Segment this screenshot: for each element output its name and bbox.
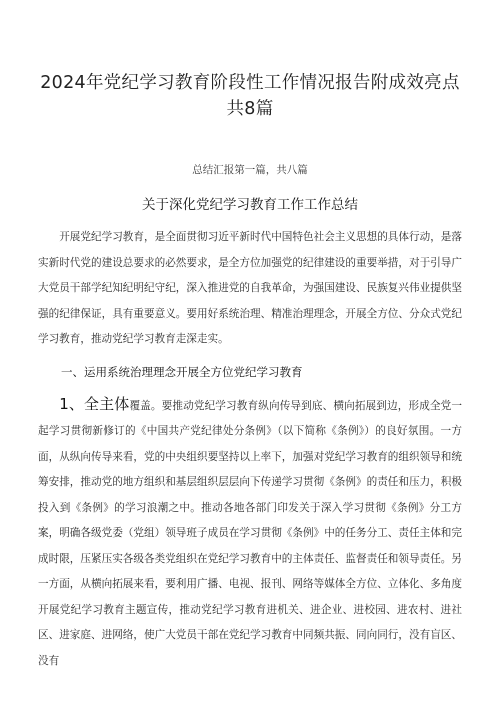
document-subtitle: 总结汇报第一篇，共八篇 xyxy=(192,164,308,176)
item-paragraph xyxy=(38,392,462,675)
section-heading: 一、运用系统治理理念开展全方位党纪学习教育 xyxy=(61,364,303,379)
document-heading: 关于深化党纪学习教育工作工作总结 xyxy=(142,197,358,213)
intro-paragraph: 开展党纪学习教育，是全面贯彻习近平新时代中国特色社会主义思想的具体行动，是落实新时代党的建设总要求的必然要求，是全方位加强党的纪律建设的重要举措，对于引导广大党员干部学纪知纪明纪守纪，深入推进党的自我革命，为强国建设、民族复兴伟业提供坚强的纪律保证，具有重要意义。要用好系统治理、精准治理理念，开展全方位、分众式党纪学习教育，推动党纪学习教育走深走实。 xyxy=(38,231,462,345)
item-label: 1、全主体 xyxy=(59,394,130,413)
document-title: 2024年党纪学习教育阶段性工作情况报告附成效亮点共8篇 xyxy=(40,73,460,119)
item-text: 覆盖。要推动党纪学习教育纵向传导到底、横向拓展到边，形成全党一起学习贯彻新修订的《中国共产党纪律处分条例》（以下简称《条例》）的良好氛围。一方面，从纵向传导来看，党的中央组织要坚持以上率下，加强对党纪学习教育的组织领导和统筹安排，推动党的地方组织和基层组织层层向下传递学习贯彻《条例》的责任和压力，积极投入到《条例》的学习浪潮之中。推动各地各部门印发关于深入学习贯彻《条例》分工方案，明确各级党委（党组）领导班子成员在学习贯彻《条例》中的任务分工、责任主体和完成时限，压紧压实各级各类党组织在党纪学习教育中的主体责任、监督责任和领导责任。另一方面，从横向拓展来看，要利用广播、电视、报刊、网络等媒体全方位、立体化、多角度开展党纪学习教育主题宣传，推动党纪学习教育进机关、进企业、进校园、进农村、进社区、进家庭、进网络，使广大党员干部在党纪学习教育中同频共振、同向同行，没有盲区、没有 xyxy=(38,399,463,667)
